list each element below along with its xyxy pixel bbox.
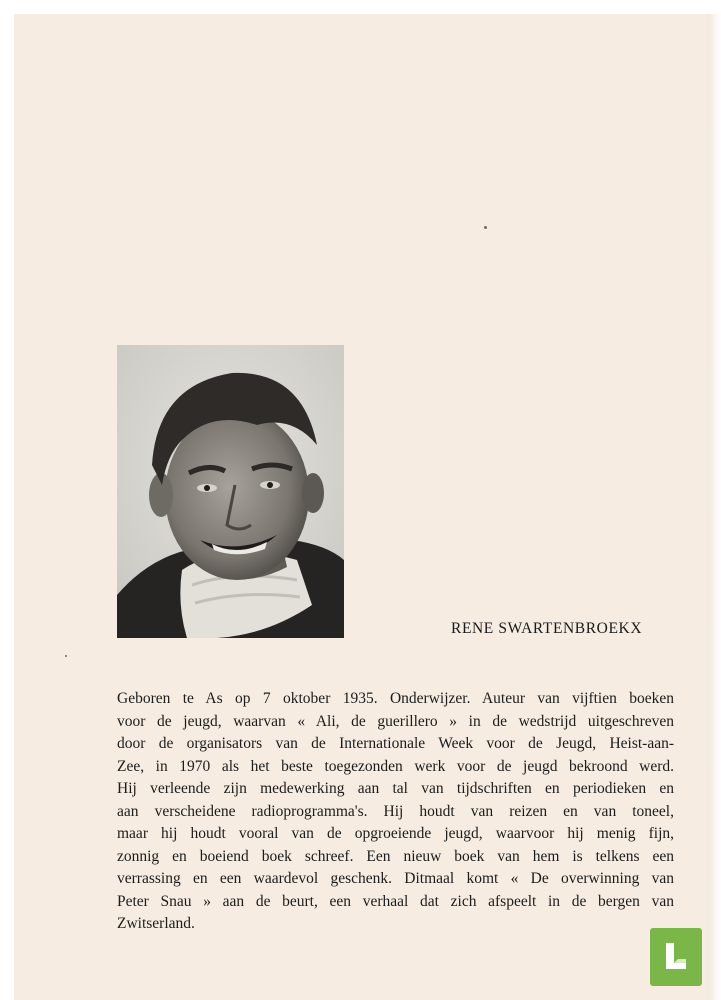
logo-mark-icon: [664, 941, 688, 971]
bio-line: voor de jeugd, waarvan « Ali, de guerillero » in de wedstrijd uitgeschreven: [117, 712, 674, 730]
speck: [65, 655, 67, 657]
author-name: RENE SWARTENBROEKX: [451, 620, 643, 637]
speck: [484, 226, 487, 229]
bio-line: verrassing en een waardevol geschenk. Ditmaal komt « De overwinning van: [117, 870, 674, 887]
author-portrait: [117, 345, 344, 638]
lastdodo-logo-icon: [650, 928, 702, 986]
bio-line: aan verscheidene radioprogramma's. Hij houdt van reizen en van toneel,: [117, 802, 674, 820]
bio-line: door de organisators van de Internationale Week voor de Jeugd, Heist-aan-: [117, 735, 674, 752]
page-edge: [707, 14, 721, 1000]
bio-line: Hij verleende zijn medewerking aan tal van tijdschriften en periodieken en: [117, 780, 674, 797]
author-biography: [117, 688, 674, 936]
bio-line: Zee, in 1970 als het beste toegezonden werk voor de jeugd bekroond werd.: [117, 757, 674, 775]
bio-line: Zwitserland.: [117, 915, 195, 932]
bio-line: zonnig en boeiend boek schreef. Een nieuw boek van hem is telkens een: [117, 847, 674, 865]
author-photo-icon: [117, 345, 344, 638]
bio-line: Peter Snau » aan de beurt, een verhaal dat zich afspeelt in de bergen van: [117, 892, 674, 910]
bio-line: maar hij houdt vooral van de opgroeiende jeugd, waarvoor hij menig fijn,: [117, 825, 674, 842]
bio-line: Geboren te As op 7 oktober 1935. Onderwijzer. Auteur van vijftien boeken: [117, 690, 674, 707]
